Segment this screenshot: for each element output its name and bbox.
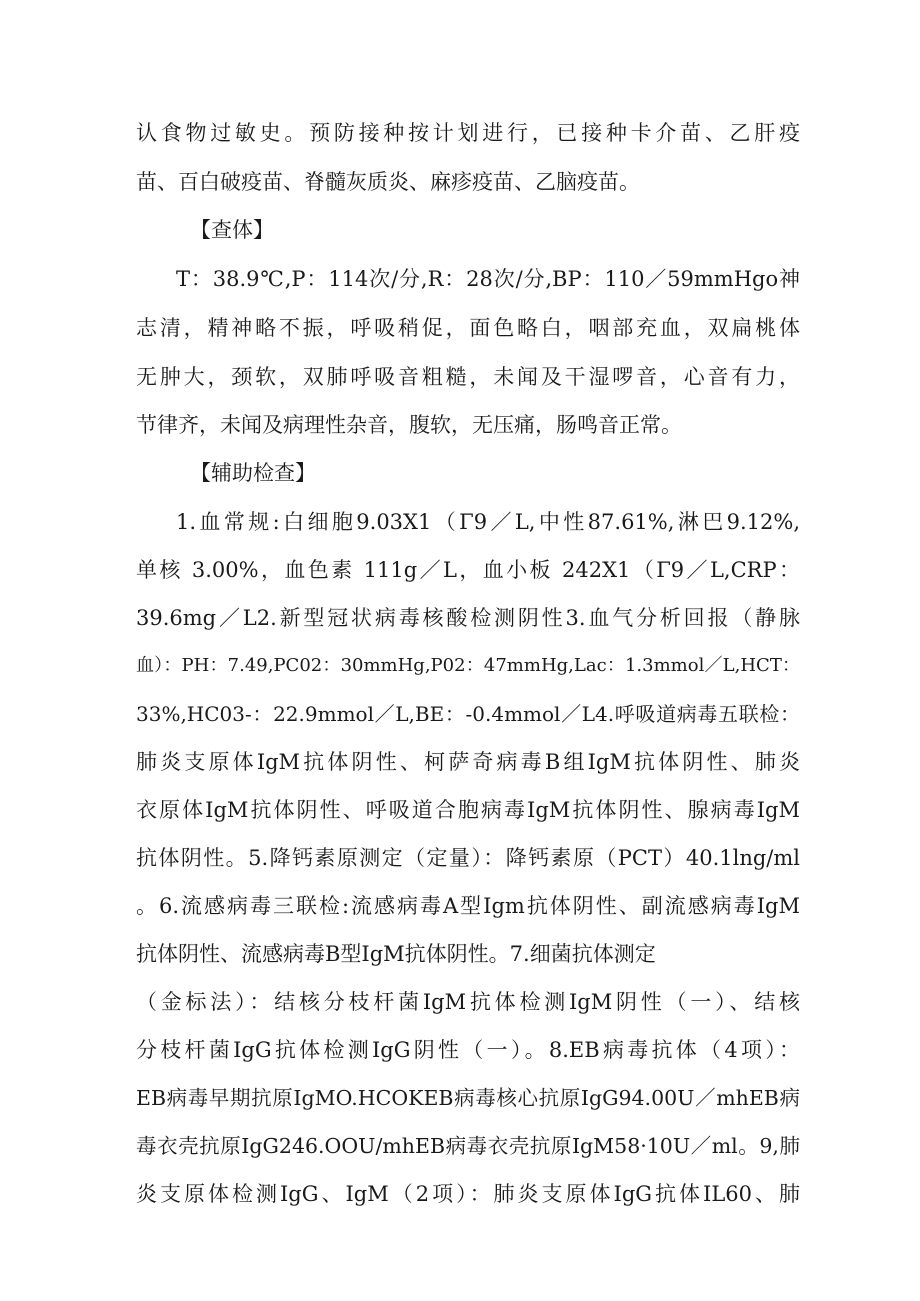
- history-line-2: 苗、百白破疫苗、脊髓灰质炎、麻疹疫苗、乙脑疫苗。: [136, 170, 640, 194]
- exam-line-1: T：38.9℃,P：114次/分,R：28次/分,BP：110／59mmHgo神: [176, 267, 800, 291]
- aux-line-11: （金标法）：结核分枝杆菌IgM抗体检测IgM阴性（一）、结核: [136, 990, 800, 1014]
- aux-line-9: 。6.流感病毒三联检:流感病毒A型Igm抗体阴性、副流感病毒IgM: [136, 894, 800, 918]
- exam-heading: 【查体】: [190, 218, 274, 242]
- aux-line-1: 1.血常规:白细胞9.03X1（Γ9／L,中性87.61%,淋巴9.12%,: [176, 510, 800, 534]
- exam-line-2: 志清，精神略不振，呼吸稍促，面色略白，咽部充血，双扁桃体: [136, 316, 800, 340]
- aux-line-13: EB病毒早期抗原IgMO.HCOKEB病毒核心抗原IgG94.00U／mhEB病: [136, 1086, 800, 1110]
- exam-line-3: 无肿大，颈软，双肺呼吸音粗糙，未闻及干湿啰音，心音有力，: [136, 365, 800, 389]
- aux-line-4: 血）：PH：7.49,PC02：30mmHg,P02：47mmHg,Lac：1.3mmol／L,HCT：: [136, 655, 800, 676]
- aux-line-3: 39.6mg／L2.新型冠状病毒核酸检测阴性3.血气分析回报（静脉: [136, 606, 800, 630]
- aux-line-15: 炎支原体检测IgG、IgM（2项）：肺炎支原体IgG抗体IL60、肺: [136, 1182, 800, 1206]
- aux-heading: 【辅助检查】: [190, 461, 316, 485]
- aux-line-2: 单核 3.00%，血色素 111g／L，血小板 242X1（Γ9／L,CRP：: [136, 558, 800, 582]
- aux-line-12: 分枝杆菌IgG抗体检测IgG阴性（一）。8.EB病毒抗体（4项）：: [136, 1038, 800, 1062]
- aux-line-7: 衣原体IgM抗体阴性、呼吸道合胞病毒IgM抗体阴性、腺病毒IgM: [136, 798, 800, 822]
- aux-line-6: 肺炎支原体IgM抗体阴性、柯萨奇病毒B组IgM抗体阴性、肺炎: [136, 750, 800, 774]
- aux-line-8: 抗体阴性。5.降钙素原测定（定量）：降钙素原（PCT）40.1lng/ml: [136, 846, 800, 870]
- aux-line-14: 毒衣壳抗原IgG246.OOU/mhEB病毒衣壳抗原IgM58·10U／ml。9,肺: [136, 1134, 800, 1158]
- history-line-1: 认食物过敏史。预防接种按计划进行，已接种卡介苗、乙肝疫: [136, 121, 800, 145]
- aux-line-10: 抗体阴性、流感病毒B型IgM抗体阴性。7.细菌抗体测定: [136, 942, 656, 966]
- aux-line-5: 33%,HC03-：22.9mmol／L,BE：-0.4mmol／L4.呼吸道病毒五联检：: [136, 702, 800, 726]
- exam-line-4: 节律齐，未闻及病理性杂音，腹软，无压痛，肠鸣音正常。: [136, 413, 682, 437]
